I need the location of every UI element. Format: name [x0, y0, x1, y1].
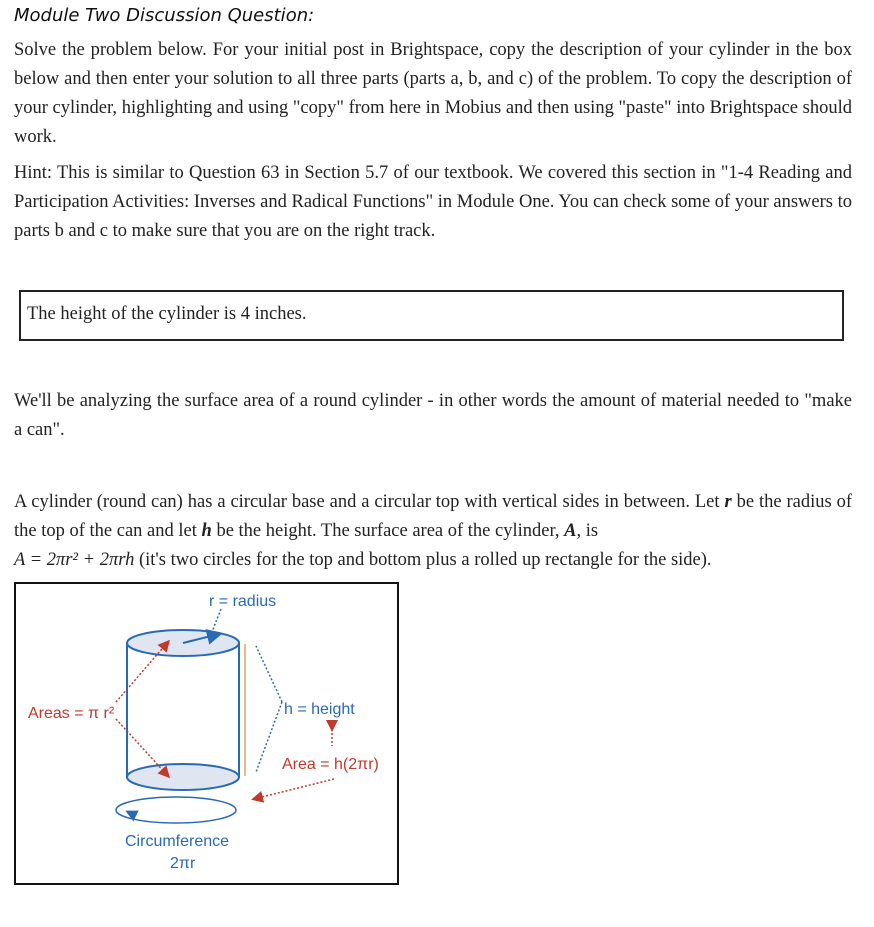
variable-A: A [564, 521, 577, 541]
radius-pointer [212, 609, 221, 632]
surface-area-formula: A = 2πr² + 2πrh [14, 550, 135, 570]
areas-label: Areas = π r² [28, 705, 115, 722]
variable-h: h [201, 521, 212, 541]
height-pointer-bottom [256, 702, 282, 772]
circumference-formula: 2πr [170, 855, 196, 872]
cylinder-bottom [127, 764, 239, 790]
description-part5: (it's two circles for the top and bottom plus a rolled up rectangle for the side). [134, 550, 712, 570]
height-pointer-top [256, 646, 282, 702]
cylinder-description-box[interactable] [19, 290, 844, 341]
hint-paragraph: Hint: This is similar to Question 63 in Section 5.7 of our textbook. We covered this section in "1-4 Reading and Participation Activities: Inverses and Radical Functions" in Module One. You can check some of your answers to parts b and c to make sure that you are on the right track. [14, 163, 852, 241]
analysis-paragraph: We'll be analyzing the surface area of a round cylinder - in other words the amount of material needed to "make a can". [14, 391, 852, 440]
radius-label: r = radius [209, 593, 277, 610]
description-part3: be the height. The surface area of the cylinder, [211, 521, 565, 541]
variable-r: r [724, 492, 732, 512]
page-title: Module Two Discussion Question: [14, 5, 315, 26]
cylinder-figure [14, 582, 399, 885]
description-part1: A cylinder (round can) has a circular base and a circular top with vertical sides in between. Let [14, 492, 725, 512]
circumference-label: Circumference [125, 833, 230, 850]
intro-paragraph: Solve the problem below. For your initial post in Brightspace, copy the description of your cylinder in the box below and then enter your solution to all three parts (parts a, b, and c) of the problem. To copy the description of your cylinder, highlighting and using "copy" from here in Mobius and then using "paste" into Brightspace should work. [14, 40, 852, 147]
cylinder-description-text: The height of the cylinder is 4 inches. [27, 304, 307, 324]
side-area-pointer [254, 779, 334, 799]
description-part2: be the radius of the top of the can and let [14, 492, 852, 541]
height-label: h = height [284, 701, 355, 718]
circumference-ellipse [116, 797, 236, 823]
cylinder-diagram [16, 584, 397, 883]
circumference-arrow [128, 812, 136, 816]
description-part4: , is [576, 521, 599, 541]
side-area-label: Area = h(2πr) [282, 756, 379, 773]
cylinder-side [127, 643, 239, 777]
description-paragraph [14, 488, 852, 575]
